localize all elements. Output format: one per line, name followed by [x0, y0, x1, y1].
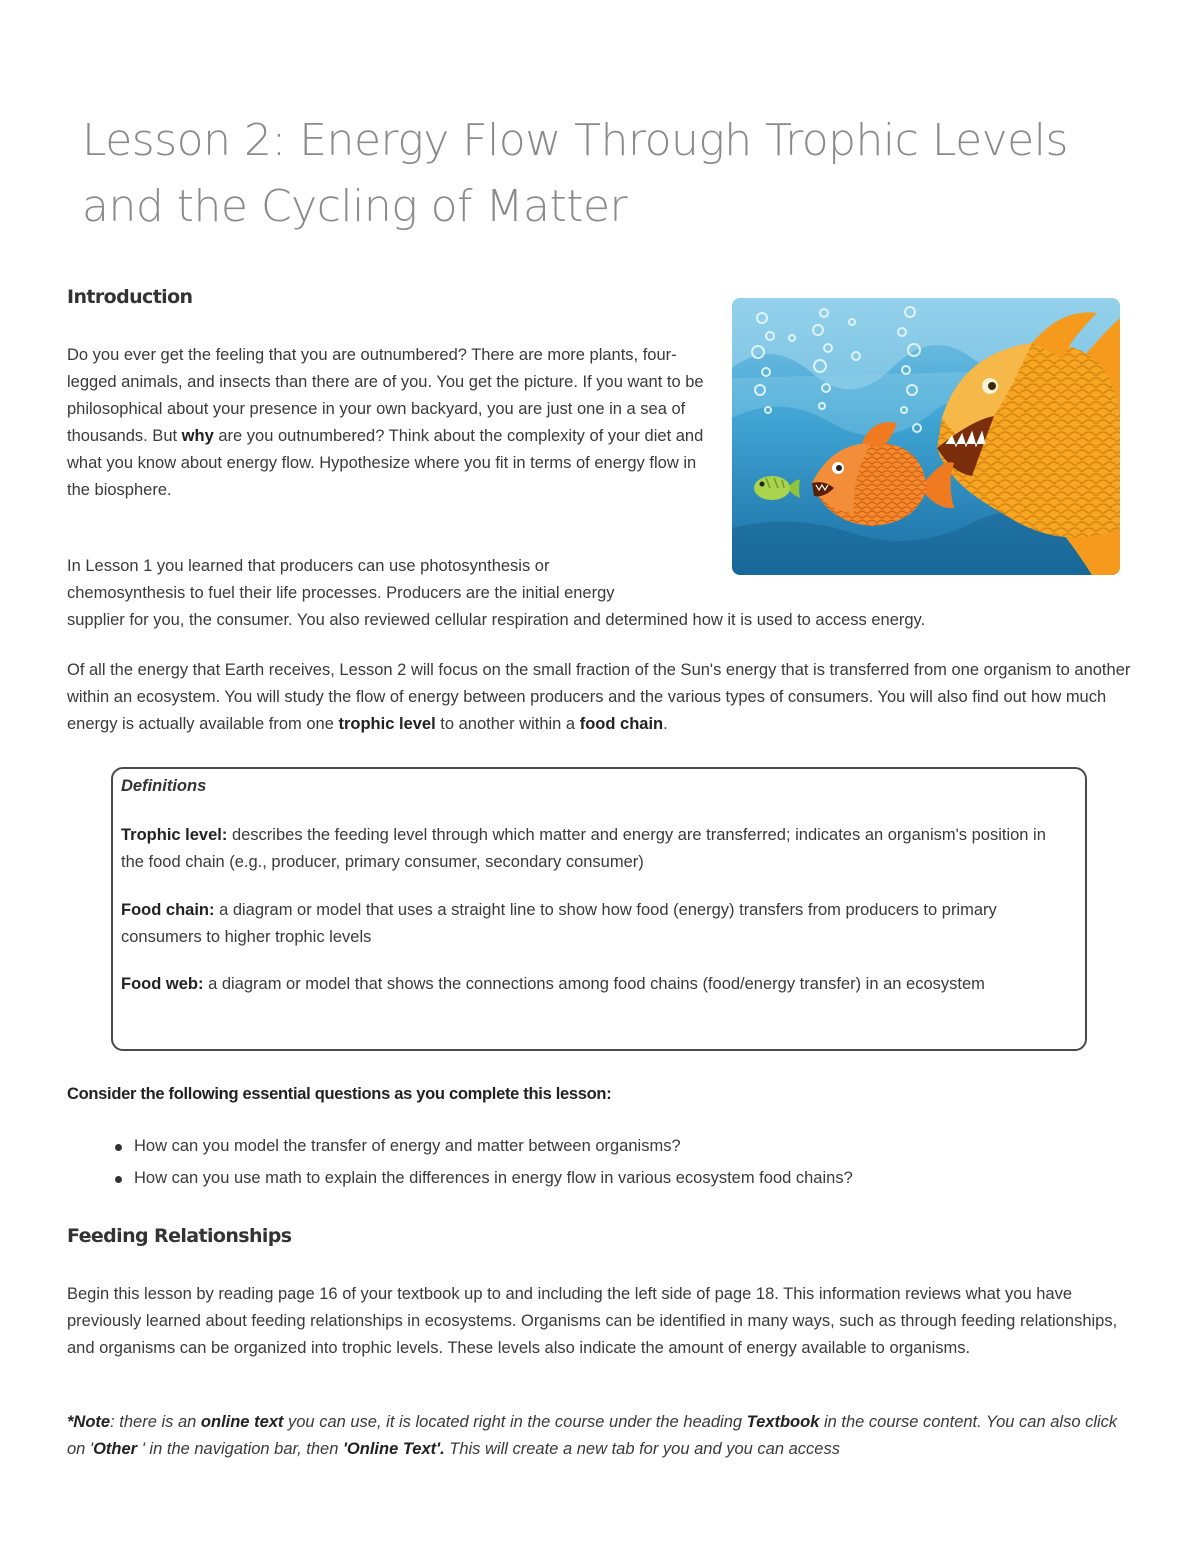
intro-paragraph-3	[67, 657, 1137, 738]
food-chain-term: food chain	[579, 715, 664, 733]
definitions-box	[111, 767, 1087, 1051]
intro-p1-text-a: Do you ever get the feeling that you are outnumbered? There are more plants, four-legged animals, and insects than there are of you. You get the picture. If you want to be philosophical about your presence in your own backyard, you are just one in a sea of thousands. But	[67, 346, 704, 445]
definition-term: Trophic level:	[121, 826, 228, 844]
intro-p2-line-3: supplier for you, the consumer. You also reviewed cellular respiration and determined how it is used to access energy.	[67, 611, 926, 629]
note-text: : there is an	[110, 1413, 201, 1431]
note-text: This will create a new tab for you and you can access	[444, 1440, 840, 1458]
feeding-relationships-heading: Feeding Relationships	[67, 1225, 292, 1247]
note-text: you can use, it is located right in the course under the heading	[283, 1413, 747, 1431]
list-item: How can you model the transfer of energy and matter between organisms?	[112, 1130, 853, 1162]
note-label: Note	[73, 1413, 111, 1431]
definitions-title: Definitions	[121, 777, 207, 795]
page-title	[82, 108, 1122, 240]
definition-food-chain	[121, 897, 1071, 951]
intro-paragraph-1	[67, 342, 707, 504]
essential-questions-heading: Consider the following essential questions as you complete this lesson:	[67, 1085, 612, 1103]
intro-p2-line-1: In Lesson 1 you learned that producers can use photosynthesis or	[67, 557, 550, 575]
textbook-emphasis: Textbook	[746, 1413, 820, 1431]
note-star: *	[67, 1413, 74, 1431]
definition-text: a diagram or model that shows the connections among food chains (food/energy transfer) in an ecosystem	[203, 975, 985, 993]
intro-p2-line-2: chemosynthesis to fuel their life processes. Producers are the initial energy	[67, 584, 615, 602]
online-text-emphasis: online text	[200, 1413, 284, 1431]
list-item: How can you use math to explain the differences in energy flow in various ecosystem food chains?	[112, 1162, 853, 1194]
definition-text: describes the feeding level through which matter and energy are transferred; indicates an organism's position in the food chain (e.g., producer, primary consumer, secondary consumer)	[121, 826, 1046, 871]
online-text-note	[67, 1409, 1137, 1463]
feeding-paragraph: Begin this lesson by reading page 16 of your textbook up to and including the left side of page 18. This information reviews what you have previously learned about feeding relationships in ecosystems. Organisms can be identified in many ways, such as through feeding relationships, and organisms can be organized into trophic levels. These levels also indicate the amount of energy available to organisms.	[67, 1285, 1118, 1357]
online-text-quoted-emphasis: 'Online Text'.	[343, 1440, 445, 1458]
intro-p3-end: .	[663, 715, 668, 733]
title-line-2: and the Cycling of Matter	[82, 181, 628, 232]
definition-trophic-level	[121, 822, 1071, 876]
intro-p3-text-a: Of all the energy that Earth receives, Lesson 2 will focus on the small fraction of the Sun's energy that is transferred from one organism to another within an ecosystem. You will study the flow of energy between producers and the various types of consumers. You will also find out how much energy is actually available from one	[67, 661, 1131, 733]
other-emphasis: Other	[93, 1440, 138, 1458]
fish-illustration-icon	[732, 298, 1120, 575]
note-text: ' in the navigation bar, then	[137, 1440, 343, 1458]
note-text: in the course content. You can also click on '	[67, 1413, 1118, 1458]
introduction-heading: Introduction	[67, 286, 193, 308]
intro-p1-text-b: are you outnumbered? Think about the complexity of your diet and what you know about energy flow. Hypothesize where you fit in terms of energy flow in the biosphere.	[67, 427, 704, 499]
fish-eating-fish-illustration	[732, 298, 1120, 575]
trophic-level-term: trophic level	[338, 715, 436, 733]
title-line-1: Lesson 2: Energy Flow Through Trophic Levels	[82, 115, 1068, 166]
intro-p3-text-b: to another within a	[435, 715, 580, 733]
essential-questions-list	[112, 1130, 853, 1194]
definition-term: Food chain:	[121, 901, 215, 919]
definition-term: Food web:	[121, 975, 204, 993]
definition-text: a diagram or model that uses a straight line to show how food (energy) transfers from producers to primary consumers to higher trophic levels	[121, 901, 997, 946]
why-emphasis: why	[181, 427, 214, 445]
definition-food-web	[121, 971, 1071, 998]
